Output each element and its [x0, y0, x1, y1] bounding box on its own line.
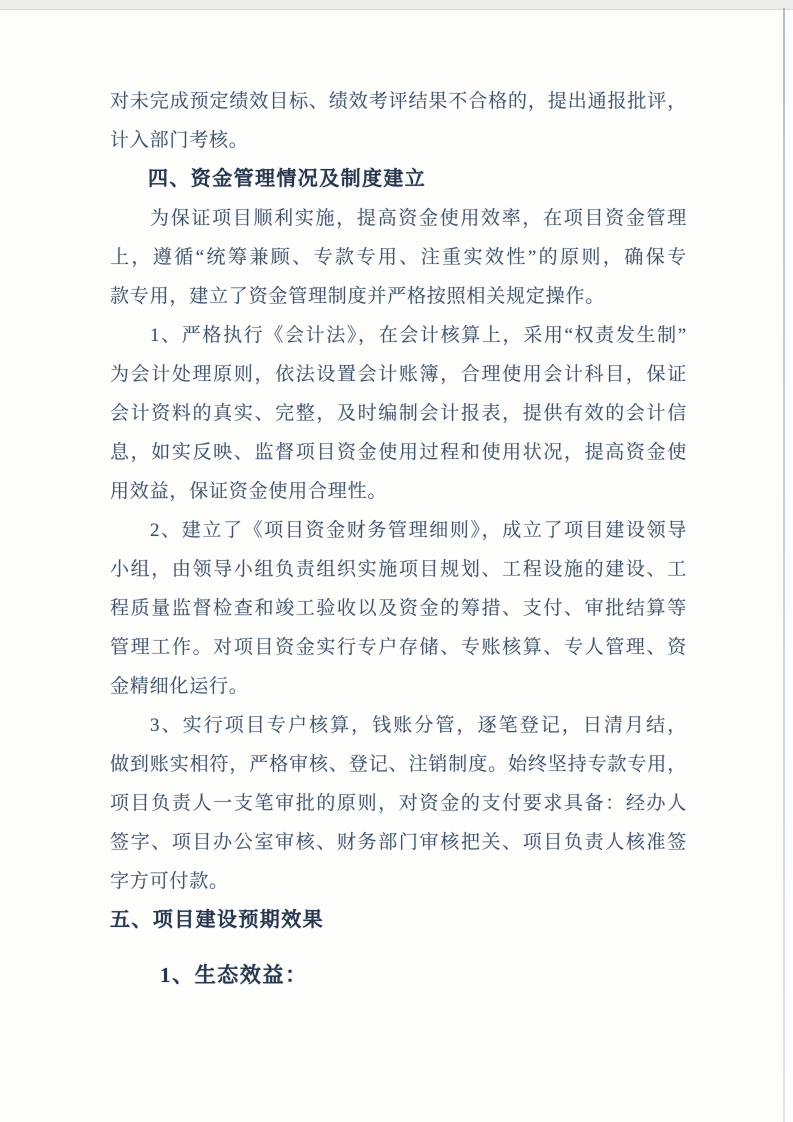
section-heading: 四、资金管理情况及制度建立: [148, 168, 427, 190]
text-line: 管理工作。对项目资金实行专户存储、专账核算、专人管理、资: [110, 637, 687, 658]
text-line: 做到账实相符，严格审核、登记、注销制度。始终坚持专款专用，: [110, 754, 687, 775]
text-line: 上，遵循“统筹兼顾、专款专用、注重实效性”的原则，确保专: [110, 247, 687, 268]
paragraph-start-line: 为保证项目顺利实施，提高资金使用效率，在项目资金管理: [150, 208, 687, 229]
scan-edge-right: [783, 8, 785, 1122]
sub-section-heading: 1、生态效益：: [160, 963, 308, 987]
text-line: 对未完成预定绩效目标、绩效考评结果不合格的，提出通报批评，: [110, 91, 687, 112]
text-line: 金精细化运行。: [110, 676, 249, 697]
text-line: 小组，由领导小组负责组织实施项目规划、工程设施的建设、工: [110, 559, 687, 580]
text-line: 款专用，建立了资金管理制度并严格按照相关规定操作。: [110, 286, 606, 307]
text-line: 会计资料的真实、完整，及时编制会计报表，提供有效的会计信: [110, 403, 687, 424]
text-line: 为会计处理原则，依法设置会计账簿，合理使用会计科目，保证: [110, 364, 687, 385]
paragraph-start-line: 2、建立了《项目资金财务管理细则》，成立了项目建设领导: [150, 520, 687, 541]
text-line: 用效益，保证资金使用合理性。: [110, 481, 388, 502]
document-body: [110, 82, 687, 995]
text-line: 字方可付款。: [110, 871, 229, 892]
section-heading: 五、项目建设预期效果: [110, 909, 324, 931]
text-line: 计入部门考核。: [110, 130, 249, 151]
paragraph-start-line: 1、严格执行《会计法》，在会计核算上，采用“权责发生制”: [150, 325, 687, 346]
text-line: 项目负责人一支笔审批的原则，对资金的支付要求具备：经办人: [110, 793, 687, 814]
text-line: 签字、项目办公室审核、财务部门审核把关、项目负责人核准签: [110, 832, 687, 853]
scan-edge-top: [0, 0, 793, 10]
text-line: 程质量监督检查和竣工验收以及资金的筹措、支付、审批结算等: [110, 598, 687, 619]
paragraph-start-line: 3、实行项目专户核算，钱账分管，逐笔登记，日清月结，: [150, 715, 687, 736]
text-line: 息，如实反映、监督项目资金使用过程和使用状况，提高资金使: [110, 442, 687, 463]
